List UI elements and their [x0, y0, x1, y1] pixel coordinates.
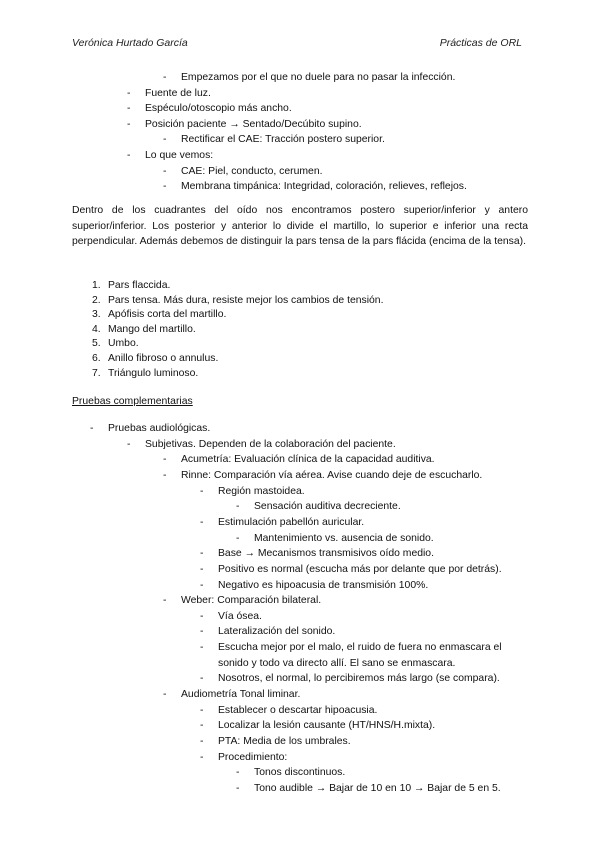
bullet-dash: - [200, 610, 204, 622]
list-item: Sensación auditiva decreciente. [254, 501, 401, 513]
numbered-item: Pars flaccida. [108, 280, 171, 291]
bullet-dash: - [200, 626, 204, 638]
section-heading: Pruebas complementarias [72, 396, 193, 407]
list-item: sonido y todo va directo allí. El sano se enmascara. [218, 657, 456, 669]
bullet-dash: - [200, 548, 204, 560]
bullet-dash: - [200, 579, 204, 591]
list-number: 3. [92, 309, 101, 321]
list-item: Establecer o descartar hipoacusia. [218, 704, 378, 716]
bullet-dash: - [200, 516, 204, 528]
list-item: Rinne: Comparación vía aérea. Avise cuando deje de escucharlo. [181, 469, 483, 481]
bullet-dash: - [236, 782, 240, 794]
bullet-dash: - [163, 134, 167, 146]
list-item: Pruebas audiológicas. [108, 423, 211, 434]
header-author: Verónica Hurtado García [72, 37, 188, 49]
list-item: Localizar la lesión causante (HT/HNS/H.mixta). [218, 720, 436, 732]
bullet-dash: - [200, 736, 204, 747]
list-number: 4. [92, 323, 101, 335]
list-number: 1. [92, 280, 101, 291]
bullet-dash: - [163, 595, 167, 607]
numbered-item: Pars tensa. Más dura, resiste mejor los cambios de tensión. [108, 294, 384, 306]
bullet-dash: - [127, 118, 131, 130]
list-number: 7. [92, 367, 101, 379]
list-item: Mantenimiento vs. ausencia de sonido. [254, 532, 434, 544]
list-item: Fuente de luz. [145, 87, 211, 99]
bullet-dash: - [90, 423, 94, 434]
bullet-dash: - [163, 469, 167, 481]
bullet-dash: - [200, 563, 204, 575]
numbered-item: Mango del martillo. [108, 323, 196, 335]
list-item: Subjetivas. Dependen de la colaboración del paciente. [145, 438, 396, 450]
bullet-dash: - [200, 704, 204, 716]
list-item: Weber: Comparación bilateral. [181, 595, 322, 607]
list-item: Lo que vemos: [145, 150, 214, 161]
bullet-dash: - [200, 485, 204, 497]
list-item: Escucha mejor por el malo, el ruido de fuera no enmascara el [218, 642, 502, 654]
bullet-dash: - [163, 165, 167, 177]
bullet-dash: - [127, 87, 131, 99]
list-item: Audiometría Tonal liminar. [181, 689, 301, 701]
list-item: CAE: Piel, conducto, cerumen. [181, 165, 323, 177]
list-number: 5. [92, 338, 101, 350]
numbered-item: Apófisis corta del martillo. [108, 309, 227, 321]
list-item: Tonos discontinuos. [254, 767, 346, 779]
header-course: Prácticas de ORL [439, 37, 522, 49]
list-item: Estimulación pabellón auricular. [218, 516, 365, 528]
list-item: Nosotros, el normal, lo percibiremos más largo (se compara). [218, 673, 500, 685]
list-item: Posición paciente → Sentado/Decúbito supino. [145, 118, 362, 130]
bullet-dash: - [127, 438, 131, 450]
list-item: Membrana timpánica: Integridad, coloración, relieves, reflejos. [181, 181, 467, 193]
body-paragraph: Dentro de los cuadrantes del oído nos encontramos postero superior/inferior y antero superior/inferior. Los posterior y anterior lo divide el martillo, lo superior e inferior una recta perpendicular. Además debemos de distinguir la pars tensa de la pars flácida (encima de la tensa). [72, 205, 528, 247]
bullet-dash: - [163, 181, 167, 193]
bullet-dash: - [163, 689, 167, 701]
bullet-dash: - [236, 767, 240, 779]
list-item: Lateralización del sonido. [218, 626, 336, 638]
list-item: Negativo es hipoacusia de transmisión 100%. [218, 579, 429, 591]
list-item: Base → Mecanismos transmisivos oído medio. [218, 548, 434, 560]
bullet-dash: - [200, 751, 204, 763]
list-item: PTA: Media de los umbrales. [218, 736, 351, 747]
bullet-dash: - [200, 720, 204, 732]
numbered-item: Triángulo luminoso. [108, 367, 199, 379]
list-item: Espéculo/otoscopio más ancho. [145, 103, 292, 115]
list-item: Acumetría: Evaluación clínica de la capacidad auditiva. [181, 454, 435, 466]
list-number: 2. [92, 294, 101, 306]
list-item: Tono audible → Bajar de 10 en 10 → Bajar de 5 en 5. [254, 782, 501, 794]
bullet-dash: - [127, 150, 131, 161]
numbered-item: Anillo fibroso o annulus. [108, 353, 219, 364]
bullet-dash: - [200, 673, 204, 685]
list-item: Procedimiento: [218, 751, 288, 763]
bullet-dash: - [127, 103, 131, 115]
list-item: Región mastoidea. [218, 485, 305, 497]
numbered-item: Umbo. [108, 338, 139, 350]
list-number: 6. [92, 353, 101, 364]
bullet-dash: - [163, 72, 167, 83]
bullet-dash: - [200, 642, 204, 654]
bullet-dash: - [236, 532, 240, 544]
bullet-dash: - [236, 501, 240, 513]
list-item: Empezamos por el que no duele para no pasar la infección. [181, 72, 456, 83]
list-item: Positivo es normal (escucha más por delante que por detrás). [218, 563, 502, 575]
list-item: Vía ósea. [218, 610, 262, 622]
list-item: Rectificar el CAE: Tracción postero superior. [181, 134, 385, 146]
bullet-dash: - [163, 454, 167, 466]
